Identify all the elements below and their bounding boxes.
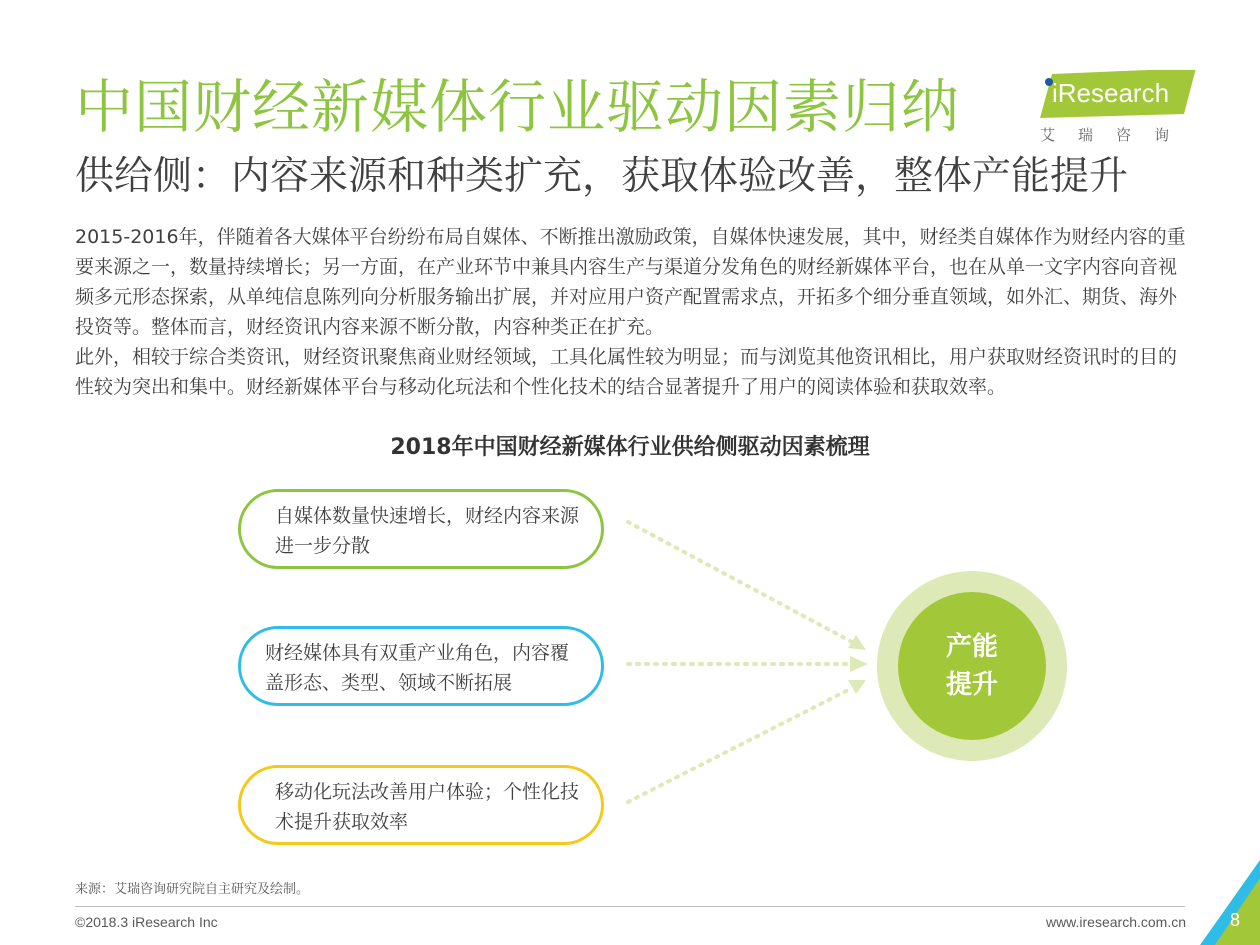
body-paragraph-1: 2015-2016年，伴随着各大媒体平台纷纷布局自媒体、不断推出激励政策，自媒体快速发展，其中，财经类自媒体作为财经内容的重要来源之一，数量持续增长；另一方面，在产业环节中兼具内容生产与渠道分发角色的财经新媒体平台，也在从单一文字内容向音视频多元形态探索，从单纯信息陈列向分析服务输出扩展，并对应用户资产配置需求点，开拓多个细分垂直领域，如外汇、期货、海外投资等。整体而言，财经资讯内容来源不断分散，内容种类正在扩充。 bbox=[75, 226, 1186, 338]
result-label-line-2: 提升 bbox=[945, 670, 998, 700]
result-label-line-1: 产能 bbox=[945, 632, 998, 662]
page-subtitle: 供给侧：内容来源和种类扩充，获取体验改善，整体产能提升 bbox=[75, 154, 1129, 199]
arrow-middle bbox=[628, 656, 868, 672]
arrow-top bbox=[628, 522, 866, 650]
driver-box-2: 财经媒体具有双重产业角色，内容覆盖形态、类型、领域不断拓展 bbox=[238, 626, 604, 706]
result-label bbox=[912, 628, 1032, 704]
arrow-bottom bbox=[628, 680, 866, 802]
driver-box-1: 自媒体数量快速增长，财经内容来源进一步分散 bbox=[238, 489, 604, 569]
page-number: 8 bbox=[1229, 910, 1240, 930]
copyright-text: ©2018.3 iResearch Inc bbox=[75, 914, 218, 930]
logo-brand: iResearch bbox=[1052, 78, 1170, 108]
body-paragraph-2: 此外，相较于综合类资讯，财经资讯聚焦商业财经领域，工具化属性较为明显；而与浏览其他资讯相比，用户获取财经资讯时的目的性较为突出和集中。财经新媒体平台与移动化玩法和个性化技术的结合显著提升了用户的阅读体验和获取效率。 bbox=[75, 346, 1178, 398]
website-link[interactable]: www.iresearch.com.cn bbox=[1045, 914, 1186, 930]
source-note: 来源：艾瑞咨询研究院自主研究及绘制。 bbox=[75, 882, 310, 897]
driver-box-3: 移动化玩法改善用户体验；个性化技术提升获取效率 bbox=[238, 765, 604, 845]
page-title: 中国财经新媒体行业驱动因素归纳 bbox=[75, 73, 961, 141]
logo-brand-cn: 艾瑞咨询 bbox=[1040, 126, 1193, 144]
footer-divider bbox=[75, 906, 1185, 907]
diagram-title: 2018年中国财经新媒体行业供给侧驱动因素梳理 bbox=[390, 435, 870, 460]
